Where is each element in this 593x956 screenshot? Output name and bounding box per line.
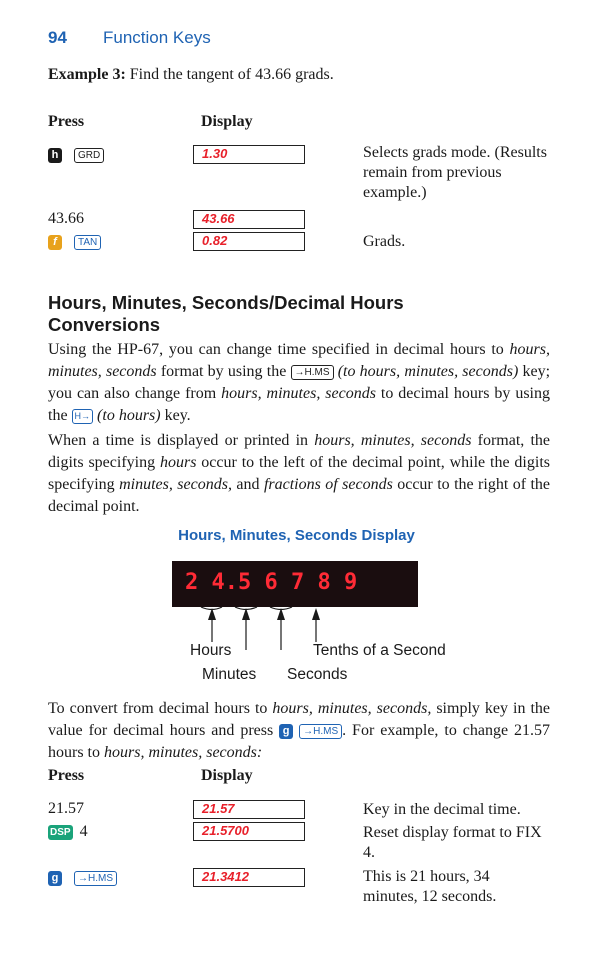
- p1-text-4: to decimal hours by using the: [48, 385, 551, 424]
- press-header-2: Press: [48, 767, 85, 784]
- note-key-in-time: Key in the decimal time.: [363, 801, 521, 818]
- to-hms-key-inline: →H.MS: [299, 724, 342, 739]
- p3-text-1: To convert from decimal hours to: [48, 700, 273, 717]
- tenths-arrowhead: [312, 608, 320, 620]
- entry-43-66: 43.66: [48, 210, 84, 227]
- paragraph-convert-instructions: [48, 698, 550, 764]
- section-title-line-1: Hours, Minutes, Seconds/Decimal Hours: [48, 292, 404, 313]
- p2-text-3: occur to the left of the decimal point, while the digits specifying: [48, 454, 550, 493]
- display-21-5700: 21.5700: [193, 822, 305, 841]
- display-21-3412: 21.3412: [193, 868, 305, 887]
- keystroke-dsp-4: [48, 823, 88, 841]
- to-hms-key: →H.MS: [291, 365, 334, 380]
- display-header: Display: [201, 113, 253, 130]
- keystroke-f-tan: [48, 233, 101, 251]
- label-tenths: Tenths of a Second: [313, 642, 446, 659]
- p1-text-5: key.: [160, 407, 191, 424]
- note-grads-mode: Selects grads mode. (Results remain from previous example.): [363, 144, 547, 201]
- p1-italic-1: hours, minutes, seconds: [48, 341, 550, 380]
- f-prefix-key: f: [48, 235, 62, 250]
- display-0-82: 0.82: [193, 232, 305, 251]
- p2-italic-2: hours: [159, 454, 197, 471]
- keystroke-g-hms: [48, 869, 117, 887]
- section-header: Function Keys: [103, 28, 211, 47]
- section-title: [48, 292, 404, 336]
- p3-text-3: . For example, to change 21.57 hours to: [48, 722, 551, 761]
- to-hours-key: H→: [72, 409, 94, 424]
- section-title-line-2: Conversions: [48, 314, 161, 335]
- p1-italic-2: (to hours, minutes, seconds): [337, 363, 519, 380]
- to-hms-key-2: →H.MS: [74, 871, 117, 886]
- tan-key: TAN: [74, 235, 101, 250]
- display-header-2: Display: [201, 767, 253, 784]
- entry-21-57: 21.57: [48, 800, 84, 817]
- p1-text-2: format by using the: [156, 363, 291, 380]
- dsp-digit: 4: [79, 823, 88, 840]
- p1-italic-4: (to hours): [97, 407, 161, 424]
- note-result-explanation: This is 21 hours, 34 minutes, 12 seconds.: [363, 868, 497, 905]
- hours-bracket: [201, 607, 222, 610]
- page-number: 94: [48, 28, 67, 47]
- label-hours: Hours: [190, 642, 232, 659]
- h-prefix-key: h: [48, 148, 62, 163]
- grd-key: GRD: [74, 148, 104, 163]
- paragraph-conversion-keys: [48, 339, 550, 427]
- display-1-30: 1.30: [193, 145, 305, 164]
- example-label: Example 3:: [48, 66, 126, 83]
- p1-text-1: Using the HP-67, you can change time specified in decimal hours to: [48, 341, 510, 358]
- p3-italic-1: hours, minutes, seconds,: [272, 700, 432, 717]
- display-21-57: 21.57: [193, 800, 305, 819]
- g-prefix-key-2: g: [48, 871, 62, 886]
- p2-text-4: and: [231, 476, 264, 493]
- g-prefix-key: g: [279, 724, 293, 739]
- paragraph-display-format: [48, 430, 550, 518]
- example-text: Find the tangent of 43.66 grads.: [129, 66, 334, 83]
- figure-title: Hours, Minutes, Seconds Display: [178, 527, 415, 544]
- p2-italic-3: minutes, seconds,: [119, 476, 232, 493]
- p1-text-3: key; you can also change from: [48, 363, 551, 402]
- p3-italic-2: hours, minutes, seconds:: [104, 744, 263, 761]
- keystroke-h-grd: [48, 146, 104, 164]
- p2-italic-1: hours, minutes, seconds: [314, 432, 472, 449]
- p1-italic-3: hours, minutes, seconds: [221, 385, 376, 402]
- note-reset-format: Reset display format to FIX 4.: [363, 824, 542, 861]
- p2-italic-4: fractions of seconds: [263, 476, 393, 493]
- led-digits: 2 4.5 6 7 8 9: [185, 570, 358, 595]
- hms-arrows-diagram: [0, 600, 593, 650]
- p2-text-5: occur to the right of the decimal point.: [48, 476, 551, 515]
- p2-text-1: When a time is displayed or printed in: [48, 432, 315, 449]
- example-line: [48, 66, 334, 84]
- press-header: Press: [48, 113, 85, 130]
- display-43-66: 43.66: [193, 210, 305, 229]
- p2-text-2: format, the digits specifying: [48, 432, 550, 471]
- label-minutes: Minutes: [202, 666, 257, 683]
- note-grads: Grads.: [363, 233, 406, 250]
- label-seconds: Seconds: [287, 666, 348, 683]
- dsp-key: DSP: [50, 826, 71, 838]
- p3-text-2: simply key in the value for decimal hours and press: [48, 700, 551, 739]
